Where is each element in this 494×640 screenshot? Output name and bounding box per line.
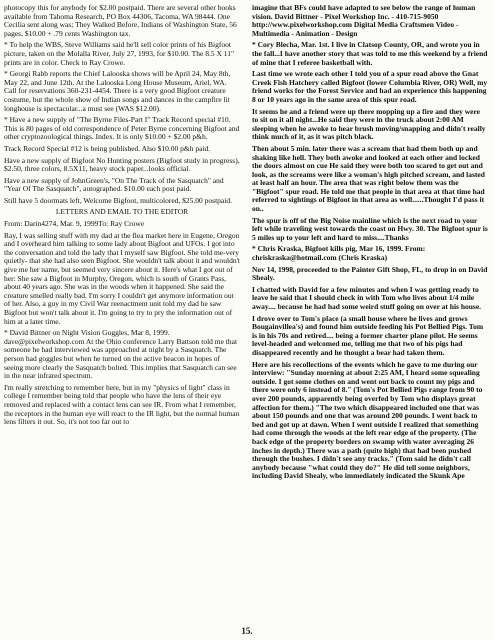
darin-letter-paragraph: Ray, I was selling stuff with my dad at the flea market here in Eugene, Oregon and I overheard him talking to some lady about Bigfoot and UFOs. I got into the conversation and told the lady that I myself saw Bigfoot. She told me-very quietly- that she had also seen Bigfoot. She wouldn't talk about it and wouldn't give me her name, but seemed very sincere about it. Here's what I got out of her: She saw a Bigfoot in Murphy, Oregon, which is south of Grants Pass, about 40 years ago. She was in the woods when it happened. She said the creature smelled really bad. I'm sorry I couldn't get anymore information out of her. Also, a guy in my Civil War reenactment unit told my dad he saw Bigfoot but won't talk about it. I'm going to try to pry the information out of him at a later time. [4, 230, 240, 326]
chatted-with-david-paragraph: I chatted with David for a few minutes and when I was getting ready to leave he said that I should check in with Tom who lives about 1/4 mile away.... because he had had some weird stuff going on over at his house. [252, 284, 482, 311]
posters-paragraph: Have a new supply of Bigfoot No Hunting posters (Bigfoot study in progress), $2.50, three colors, 8.5X11, heavy stock paper...looks official. [4, 155, 240, 174]
tahoma-books-paragraph: photocopy this for anybody for $2.00 postpaid. There are several other books available from Tahoma Research, PO Box 44306, Tacoma, WA 98444. One Cecilia sent along was; They Walked Before, Indians of Washington State, 56 pages, $10.00 + .79 cents Washington tax. [4, 4, 237, 38]
john-green-books-paragraph: Have a new supply of JohnGreen's, "On The Track of the Sasquatch" and "Year Of The Sasquatch", autographed. $10.00 each post paid. [4, 175, 224, 194]
painter-gift-shop-paragraph: Nov 14, 1998, proceeded to the Painter Gift Shop, FL, to drop in on David Shealy. [252, 264, 488, 283]
scream-paragraph: Then about 5 min. later there was a scream that had them both up and shaking like hell. They both awoke and looked at each other and locked the doors almost on cue He said they were both too scared to get out and look, as the screams were like a woman's high pitched scream, and lasted at least half an hour. The area that was right below them was the "Bigfoot" spur road. He told me that people in that area at that time had referred to sightings of Bigfoot in that area as well......Thought I'd pass it on.. [252, 143, 485, 214]
byrne-files-paragraph: * Have a new supply of "The Byrne Files-Part I" Track Record special #10. This is 80 pages of old correspondence of Peter Byrne concerning Bigfoot and other cryptozoological things. Index. It is only $10.00 + $2.00 p&h. [4, 115, 240, 142]
letters-heading: LETTERS AND EMAIL TO THE EDITOR [55, 207, 189, 217]
toms-place-paragraph: I drove over to Tom's place (a small house where he lives and grows Bougainvillea's) and found him outside feeding his Pot Bellied Pigs. Tom is in his 70s and retired.... being a former charter plane pilot. He seems level-headed and welcomed me, telling me that two of his pigs had disappeared recently and he thought a bear had taken them. [252, 313, 484, 357]
special-12-paragraph: Track Record Special #12 is being published. Also $10.00 p&h paid. [4, 143, 211, 153]
page-number: 15. [241, 626, 253, 636]
big-noise-directions-paragraph: The spur is off of the Big Noise mainline which is the next road to your left while traveling west towards the coast on Hwy. 30. The Bigfoot spur is 5 miles up to your left and hard to miss....Thanks [252, 215, 488, 242]
kraska-heading-paragraph: * Chris Kraska, Bigfoot kills pig, Mar 16, 1999. From: chriskraska@hotmail.com (Chris Kraska) [252, 244, 426, 263]
right-column [252, 4, 488, 610]
letter-from-line: From: Darin4274, Mar. 9, 1999To: Ray Crowe [4, 219, 145, 229]
lalooska-shows-paragraph: * Georgi Rabb reports the Chief Lalooska shows will be April 24, May 8th, May 22, and June 12th. At the Lalooska Long House Museum, Ariel, WA. Call for reservations 360-231-4454. There is a very good Bigfoot creature costume, but the whole show of Indian songs and dances in the campfire lit longhouse is spectacular...a must see (WAS $12.00). [4, 69, 231, 113]
cory-blecha-paragraph: * Cory Blecha, Mar. 1st. I live in Clatsop County, OR, and wrote you in the fall...I have another story that was told to me this weekend by a friend of mine that I referee basketball with. [252, 40, 488, 67]
spur-road-paragraph: Last time we wrote each other I told you of a spur road above the Gnat Creek Fish Hatchery called Bigfoot (lower Columbia River, OR) Well, my friend works for the Forest Service and had an experience this happening 8 or 10 years ago in the same area of this spur road. [252, 69, 488, 104]
left-column [4, 4, 240, 610]
doormats-paragraph: Still have 5 doormats left, Welcome Bigfoot, multicolored, $25.00 postpaid. [4, 195, 232, 205]
steve-williams-prints-paragraph: * To help the WBS, Steve Williams said he'll sell color prints of his Bigfoot picture, taken on the Molalla River, July 27, 1993, for $10.00. The 8.5 X 11" prints are in color. Check to Ray Crowe. [4, 40, 235, 67]
bittner-signature-paragraph: imagine that BFs could have adapted to see below the range of human vision. David Bittner - Pixel Workshop Inc. - 410-715-9050 http://www.pixelworkshop.com Digital Media Craftsmen Video - Multimedia - Animation - Design [252, 4, 476, 38]
fire-mop-up-paragraph: It seems he and a friend were up there mopping up a fire and they were to sit on it all night...He said they were in the truck about 2:00 AM sleeping when he awoke to hear brush moving/snapping and didn't really think much of it, as it was pitch black. [252, 106, 486, 142]
physics-of-light-paragraph: I'm really stretching to remember here, but in my "physics of light" class in college I remember being told that people who have the lens of their eye removed and replaced with a contact lens can see IR. From what I remember, the receptors in the human eye will react to the IR light, but the normal human lens filters it out. So, it's not too far out to [4, 382, 240, 427]
bittner-goggles-paragraph: * David Bittner on Night Vision Goggles, Mar 8, 1999. dave@pixelworkshop.com At the Ohio conference Larry Battson told me that someone he had interviewed was approached at night by a Sasquatch. The person had goggles but when he turned on the active beacon in hopes of seeing more clearly the Sasquatch bolted. This implies that Sasquatch can see in the near infrared spectrum. [4, 328, 238, 381]
recollections-paragraph: Here are his recollections of the events which he gave to me during our interview: "Sunday morning at about 2:25 AM, I heard some squealing outside. I got some clothes on and went out back to count my pigs and there were only 6 instead of 8." (Tom's Pot Bellied Pigs range from 90 to over 200 pounds, apparently being overfed by Tom who displays great affection for them.) "The two which disappeared included one that was about 150 pounds and one that was around 200 pounds. I went back to bed and got up at dawn. When I went outside I realized that something had come through the woods at the left rear edge of the property. (The back edge of the property borders on swamp with water averaging 26 inches in depth.) There was a path (quite high) that had been pushed through the bushes. I didn't see any tracks." (Tom said he didn't call anybody because "what could they do?" He did tell some neighbors, including David Shealy, who immediately indicated the Skunk Ape [252, 359, 483, 481]
